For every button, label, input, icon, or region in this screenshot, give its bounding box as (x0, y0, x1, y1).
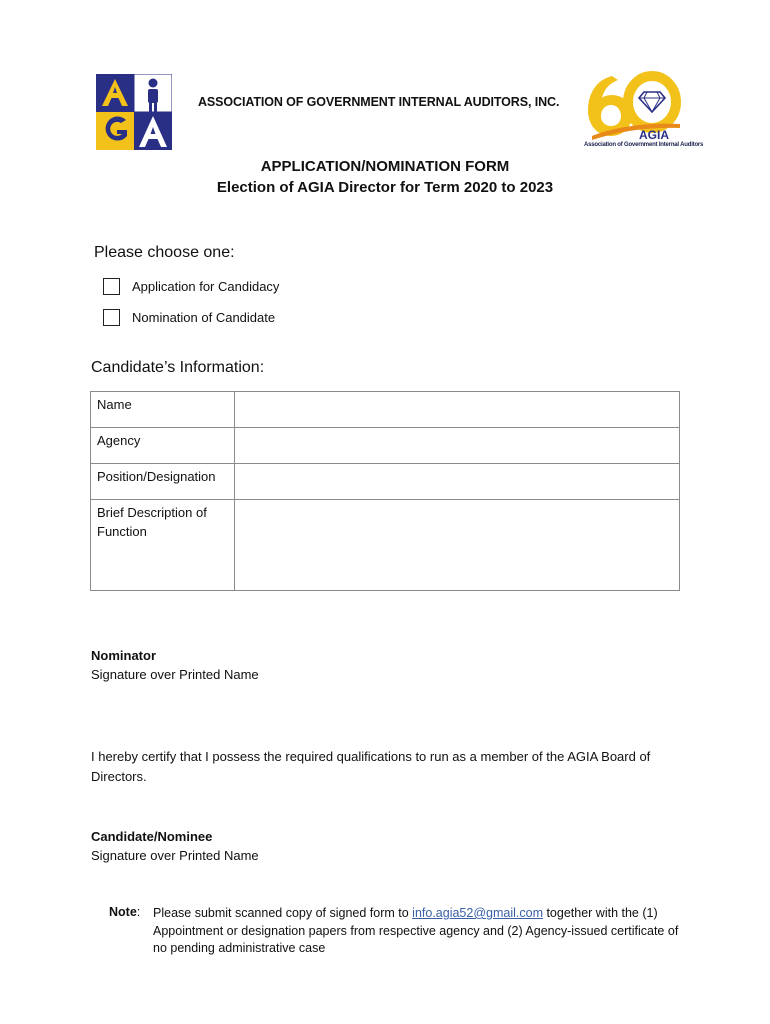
choose-heading: Please choose one: (94, 244, 235, 261)
row-label-name: Name (91, 392, 235, 428)
logo-right-agia-text: AGIA (639, 128, 669, 142)
checkbox-nomination[interactable] (103, 309, 120, 326)
certification-statement: I hereby certify that I possess the required qualifications to run as a member of the AGIA Board of Directors. (91, 749, 651, 784)
table-row (91, 392, 680, 428)
option-label: Application for Candidacy (132, 279, 280, 294)
name-field[interactable] (235, 392, 680, 428)
option-application-for-candidacy[interactable] (103, 278, 279, 295)
form-title: APPLICATION/NOMINATION FORM (260, 158, 510, 175)
option-label: Nomination of Candidate (132, 310, 276, 325)
note-separator: : (136, 905, 141, 919)
email-link[interactable]: info.agia52@gmail.com (412, 906, 543, 920)
checkbox-application[interactable] (103, 278, 120, 295)
candidate-info-table (90, 391, 680, 591)
note-text (153, 905, 683, 958)
row-label-function: Brief Description of Function (91, 500, 235, 591)
candidate-nominee-label: Candidate/Nominee (91, 829, 213, 844)
row-label-agency: Agency (91, 428, 235, 464)
note-label-text: Note (109, 905, 137, 919)
agency-field[interactable] (235, 428, 680, 464)
candidate-signature-line: Signature over Printed Name (91, 848, 259, 863)
function-field[interactable] (235, 500, 680, 591)
row-label-position: Position/Designation (91, 464, 235, 500)
note-label (109, 905, 140, 919)
agia-logo-left (96, 74, 172, 150)
table-row (91, 500, 680, 591)
organization-name: ASSOCIATION OF GOVERNMENT INTERNAL AUDITORS, INC. (198, 95, 560, 109)
option-nomination-of-candidate[interactable] (103, 309, 275, 326)
note-text-before: Please submit scanned copy of signed form to (153, 906, 413, 920)
nominator-signature-line: Signature over Printed Name (91, 667, 259, 682)
note-text-after: together with the (1) Appointment or designation papers from respective agency and (2) Agency-issued certificate of no pending administrative case (153, 906, 679, 955)
nominator-label: Nominator (91, 648, 156, 663)
agia-60th-logo (582, 70, 704, 152)
logo-right-caption: Association of Government Internal Auditors (584, 142, 704, 148)
candidate-info-heading: Candidate’s Information: (91, 359, 265, 376)
table-row (91, 464, 680, 500)
table-row (91, 428, 680, 464)
position-field[interactable] (235, 464, 680, 500)
form-subtitle: Election of AGIA Director for Term 2020 to 2023 (216, 179, 554, 196)
